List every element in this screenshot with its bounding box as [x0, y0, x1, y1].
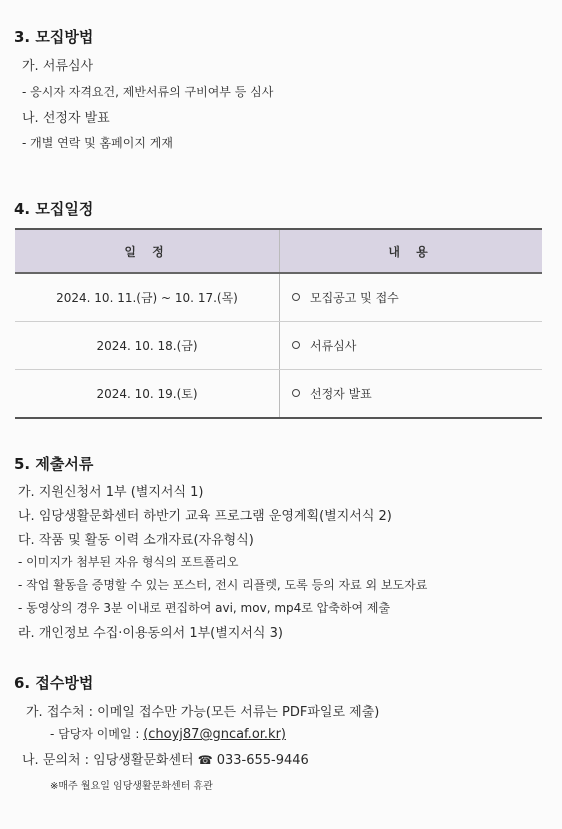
schedule-content [280, 273, 543, 322]
schedule-content [280, 370, 543, 419]
circle-bullet-icon [292, 341, 300, 349]
section-5-sub-item: - 작업 활동을 증명할 수 있는 포스터, 전시 리플렛, 도록 등의 자료 외 보도자료 [18, 578, 428, 592]
schedule-table [15, 228, 542, 419]
section-5-item: 라. 개인정보 수집·이용동의서 1부(별지서식 3) [18, 626, 283, 641]
table-row [15, 322, 542, 370]
schedule-content-text: 선정자 발표 [310, 387, 372, 401]
circle-bullet-icon [292, 293, 300, 301]
schedule-date: 2024. 10. 18.(금) [15, 322, 280, 370]
section-6-item-b: 나. 문의처 : 임당생활문화센터 [22, 753, 194, 768]
section-5-sub-item: - 이미지가 첨부된 자유 형식의 포트폴리오 [18, 555, 239, 569]
section-4-title: 4. 모집일정 [14, 200, 94, 218]
section-3-item-b: 나. 선정자 발표 [22, 111, 110, 126]
table-row [15, 370, 542, 419]
section-6-item-a: 가. 접수처 : 이메일 접수만 가능(모든 서류는 PDF파일로 제출) [26, 705, 380, 720]
schedule-date: 2024. 10. 19.(토) [15, 370, 280, 419]
section-5-item: 가. 지원신청서 1부 (별지서식 1) [18, 485, 204, 500]
closing-note: ※매주 월요일 임당생활문화센터 휴관 [50, 781, 213, 792]
email-link[interactable]: (choyj87@gncaf.or.kr) [143, 727, 286, 742]
section-5-sub-item: - 동영상의 경우 3분 이내로 편집하여 avi, mov, mp4로 압축하여 제출 [18, 601, 391, 615]
telephone-icon: ☎ [197, 753, 213, 767]
schedule-date: 2024. 10. 11.(금) ~ 10. 17.(목) [15, 273, 280, 322]
table-header-content: 내 용 [280, 229, 543, 273]
schedule-content-text: 모집공고 및 접수 [310, 291, 399, 305]
section-5-item: 다. 작품 및 활동 이력 소개자료(자유형식) [18, 533, 254, 548]
section-5-title: 5. 제출서류 [14, 455, 94, 473]
contact-email-row [50, 725, 286, 742]
phone-number: 033-655-9446 [216, 753, 309, 768]
section-3-item-a: 가. 서류심사 [22, 59, 94, 74]
circle-bullet-icon [292, 389, 300, 397]
table-header-date: 일 정 [15, 229, 280, 273]
email-label: - 담당자 이메일 : [50, 727, 144, 741]
table-header-row [15, 229, 542, 273]
schedule-content-text: 서류심사 [310, 339, 357, 353]
section-3-item-b-desc: - 개별 연락 및 홈페이지 게재 [22, 136, 173, 150]
table-row [15, 273, 542, 322]
section-3-item-a-desc: - 응시자 자격요건, 제반서류의 구비여부 등 심사 [22, 85, 274, 99]
section-3-title: 3. 모집방법 [14, 28, 94, 46]
section-6-title: 6. 접수방법 [14, 674, 94, 692]
contact-phone-row [22, 749, 309, 768]
schedule-content [280, 322, 543, 370]
section-5-item: 나. 임당생활문화센터 하반기 교육 프로그램 운영계획(별지서식 2) [18, 509, 392, 524]
